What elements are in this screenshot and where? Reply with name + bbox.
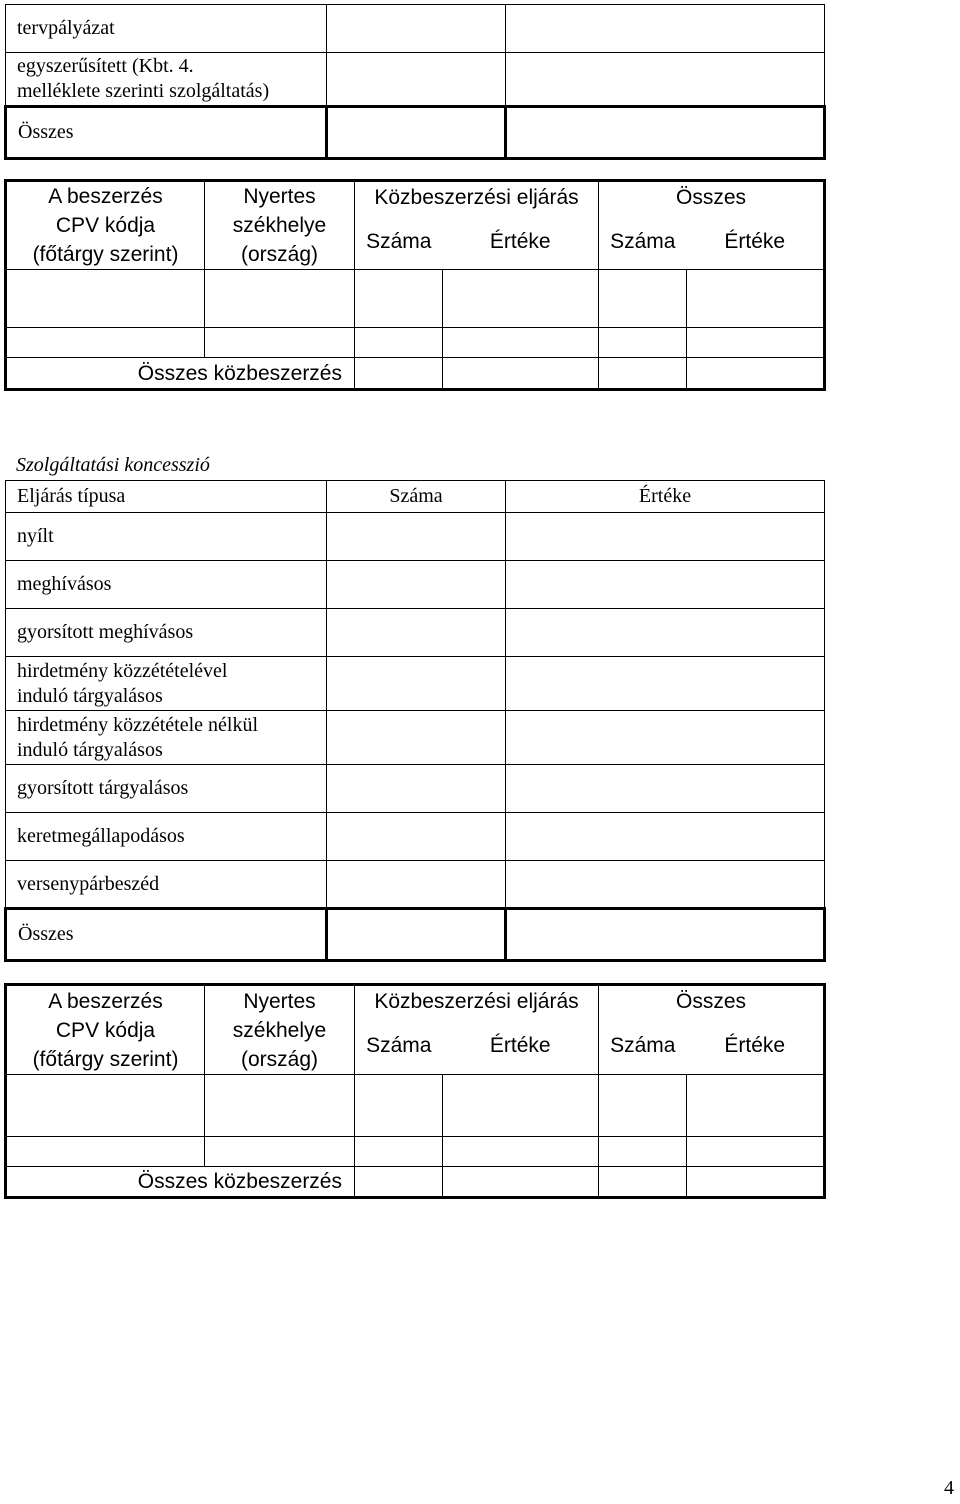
- row-label-accelerated-negotiated: gyorsított tárgyalásos: [6, 765, 327, 813]
- concession-caption: Szolgáltatási koncesszió: [16, 454, 210, 476]
- data-cell: [205, 1137, 355, 1167]
- data-cell: [443, 1167, 599, 1198]
- cell-value-total: [506, 107, 825, 159]
- header-line: (ország): [240, 1047, 319, 1071]
- data-cell: [687, 1075, 825, 1137]
- row-label-tervpalyazat: tervpályázat: [6, 5, 327, 53]
- concession-table: [4, 480, 826, 962]
- cell-count: [327, 53, 506, 107]
- cell-count: [327, 657, 506, 711]
- data-cell: [599, 1167, 687, 1198]
- header-procedure: Közbeszerzési eljárás: [355, 985, 599, 1017]
- header-line: Nyertes: [243, 989, 316, 1013]
- row-label-line: hirdetmény közzétételével: [17, 659, 228, 682]
- cell-value: [506, 711, 825, 765]
- cell-count-total: [327, 909, 506, 961]
- cell-count: [327, 861, 506, 909]
- cpv-table-1: [4, 179, 826, 391]
- cell-count: [327, 813, 506, 861]
- cell-count: [327, 5, 506, 53]
- data-cell: [355, 1137, 443, 1167]
- cell-value: [506, 513, 825, 561]
- data-cell: [599, 270, 687, 328]
- header-line: CPV kódja: [55, 214, 156, 237]
- row-label-line: induló tárgyalásos: [17, 684, 163, 707]
- cell-count: [327, 711, 506, 765]
- cell-value: [506, 861, 825, 909]
- data-cell: [355, 1167, 443, 1198]
- data-cell: [205, 328, 355, 358]
- header-total: Összes: [599, 181, 825, 214]
- data-cell: [599, 358, 687, 390]
- header-winner-seat: [205, 181, 355, 270]
- data-cell: [205, 1075, 355, 1137]
- cell-value: [506, 813, 825, 861]
- data-cell: [443, 1137, 599, 1167]
- data-cell: [355, 270, 443, 328]
- cell-value: [506, 657, 825, 711]
- row-label-restricted: meghívásos: [6, 561, 327, 609]
- footer-total-procurement: Összes közbeszerzés: [6, 358, 355, 390]
- data-cell: [687, 270, 825, 328]
- data-cell: [599, 328, 687, 358]
- row-label-line: melléklete szerinti szolgáltatás): [17, 80, 270, 102]
- header-value: Értéke: [443, 214, 599, 270]
- header-cpv-code: [6, 985, 205, 1075]
- header-value: Értéke: [506, 481, 825, 513]
- row-label-negotiated-without-notice: [6, 711, 327, 765]
- data-cell: [443, 328, 599, 358]
- row-label-open: nyílt: [6, 513, 327, 561]
- header-line: (főtárgy szerint): [32, 243, 179, 266]
- data-cell: [6, 270, 205, 328]
- header-procedure-type: Eljárás típusa: [6, 481, 327, 513]
- row-label-accelerated-restricted: gyorsított meghívásos: [6, 609, 327, 657]
- data-cell: [443, 270, 599, 328]
- cell-value: [506, 5, 825, 53]
- header-procedure: Közbeszerzési eljárás: [355, 181, 599, 214]
- row-label-total: Összes: [6, 909, 327, 961]
- header-total-value: Értéke: [687, 1017, 825, 1075]
- header-line: Nyertes: [243, 185, 316, 208]
- data-cell: [205, 270, 355, 328]
- row-label-line: hirdetmény közzététele nélkül: [17, 713, 259, 736]
- data-cell: [6, 1075, 205, 1137]
- cell-count: [327, 561, 506, 609]
- cell-count: [327, 513, 506, 561]
- header-count: Száma: [355, 214, 443, 270]
- data-cell: [355, 328, 443, 358]
- row-label-framework: keretmegállapodásos: [6, 813, 327, 861]
- procedure-summary-table: [4, 4, 826, 160]
- row-label-line: induló tárgyalásos: [17, 738, 163, 761]
- cell-count: [327, 609, 506, 657]
- cell-value: [506, 609, 825, 657]
- row-label-line: egyszerűsített (Kbt. 4.: [17, 55, 194, 77]
- footer-total-procurement: Összes közbeszerzés: [6, 1167, 355, 1198]
- cell-count-total: [327, 107, 506, 159]
- header-total-count: Száma: [599, 214, 687, 270]
- row-label-competitive-dialogue: versenypárbeszéd: [6, 861, 327, 909]
- data-cell: [599, 1137, 687, 1167]
- row-label-simplified: [6, 53, 327, 107]
- header-value: Értéke: [443, 1017, 599, 1075]
- header-count: Száma: [355, 1017, 443, 1075]
- header-total-count: Száma: [599, 1017, 687, 1075]
- cell-value-total: [506, 909, 825, 961]
- row-label-negotiated-with-notice: [6, 657, 327, 711]
- data-cell: [355, 1075, 443, 1137]
- data-cell: [687, 358, 825, 390]
- header-cpv-code: [6, 181, 205, 270]
- data-cell: [687, 328, 825, 358]
- cpv-table-2: [4, 983, 826, 1199]
- cell-value: [506, 53, 825, 107]
- data-cell: [687, 1167, 825, 1198]
- page-number: 4: [944, 1477, 954, 1499]
- header-winner-seat: [205, 985, 355, 1075]
- header-total: Összes: [599, 985, 825, 1017]
- header-line: székhelye: [232, 1018, 327, 1042]
- header-count: Száma: [327, 481, 506, 513]
- cell-value: [506, 561, 825, 609]
- header-total-value: Értéke: [687, 214, 825, 270]
- header-line: A beszerzés: [48, 185, 163, 208]
- header-line: (főtárgy szerint): [32, 1047, 179, 1071]
- data-cell: [355, 358, 443, 390]
- data-cell: [6, 1137, 205, 1167]
- header-line: (ország): [240, 243, 319, 266]
- header-line: A beszerzés: [48, 989, 163, 1013]
- header-line: székhelye: [232, 214, 327, 237]
- row-label-total: Összes: [6, 107, 327, 159]
- header-line: CPV kódja: [55, 1018, 156, 1042]
- data-cell: [687, 1137, 825, 1167]
- data-cell: [6, 328, 205, 358]
- data-cell: [599, 1075, 687, 1137]
- data-cell: [443, 1075, 599, 1137]
- cell-count: [327, 765, 506, 813]
- data-cell: [443, 358, 599, 390]
- cell-value: [506, 765, 825, 813]
